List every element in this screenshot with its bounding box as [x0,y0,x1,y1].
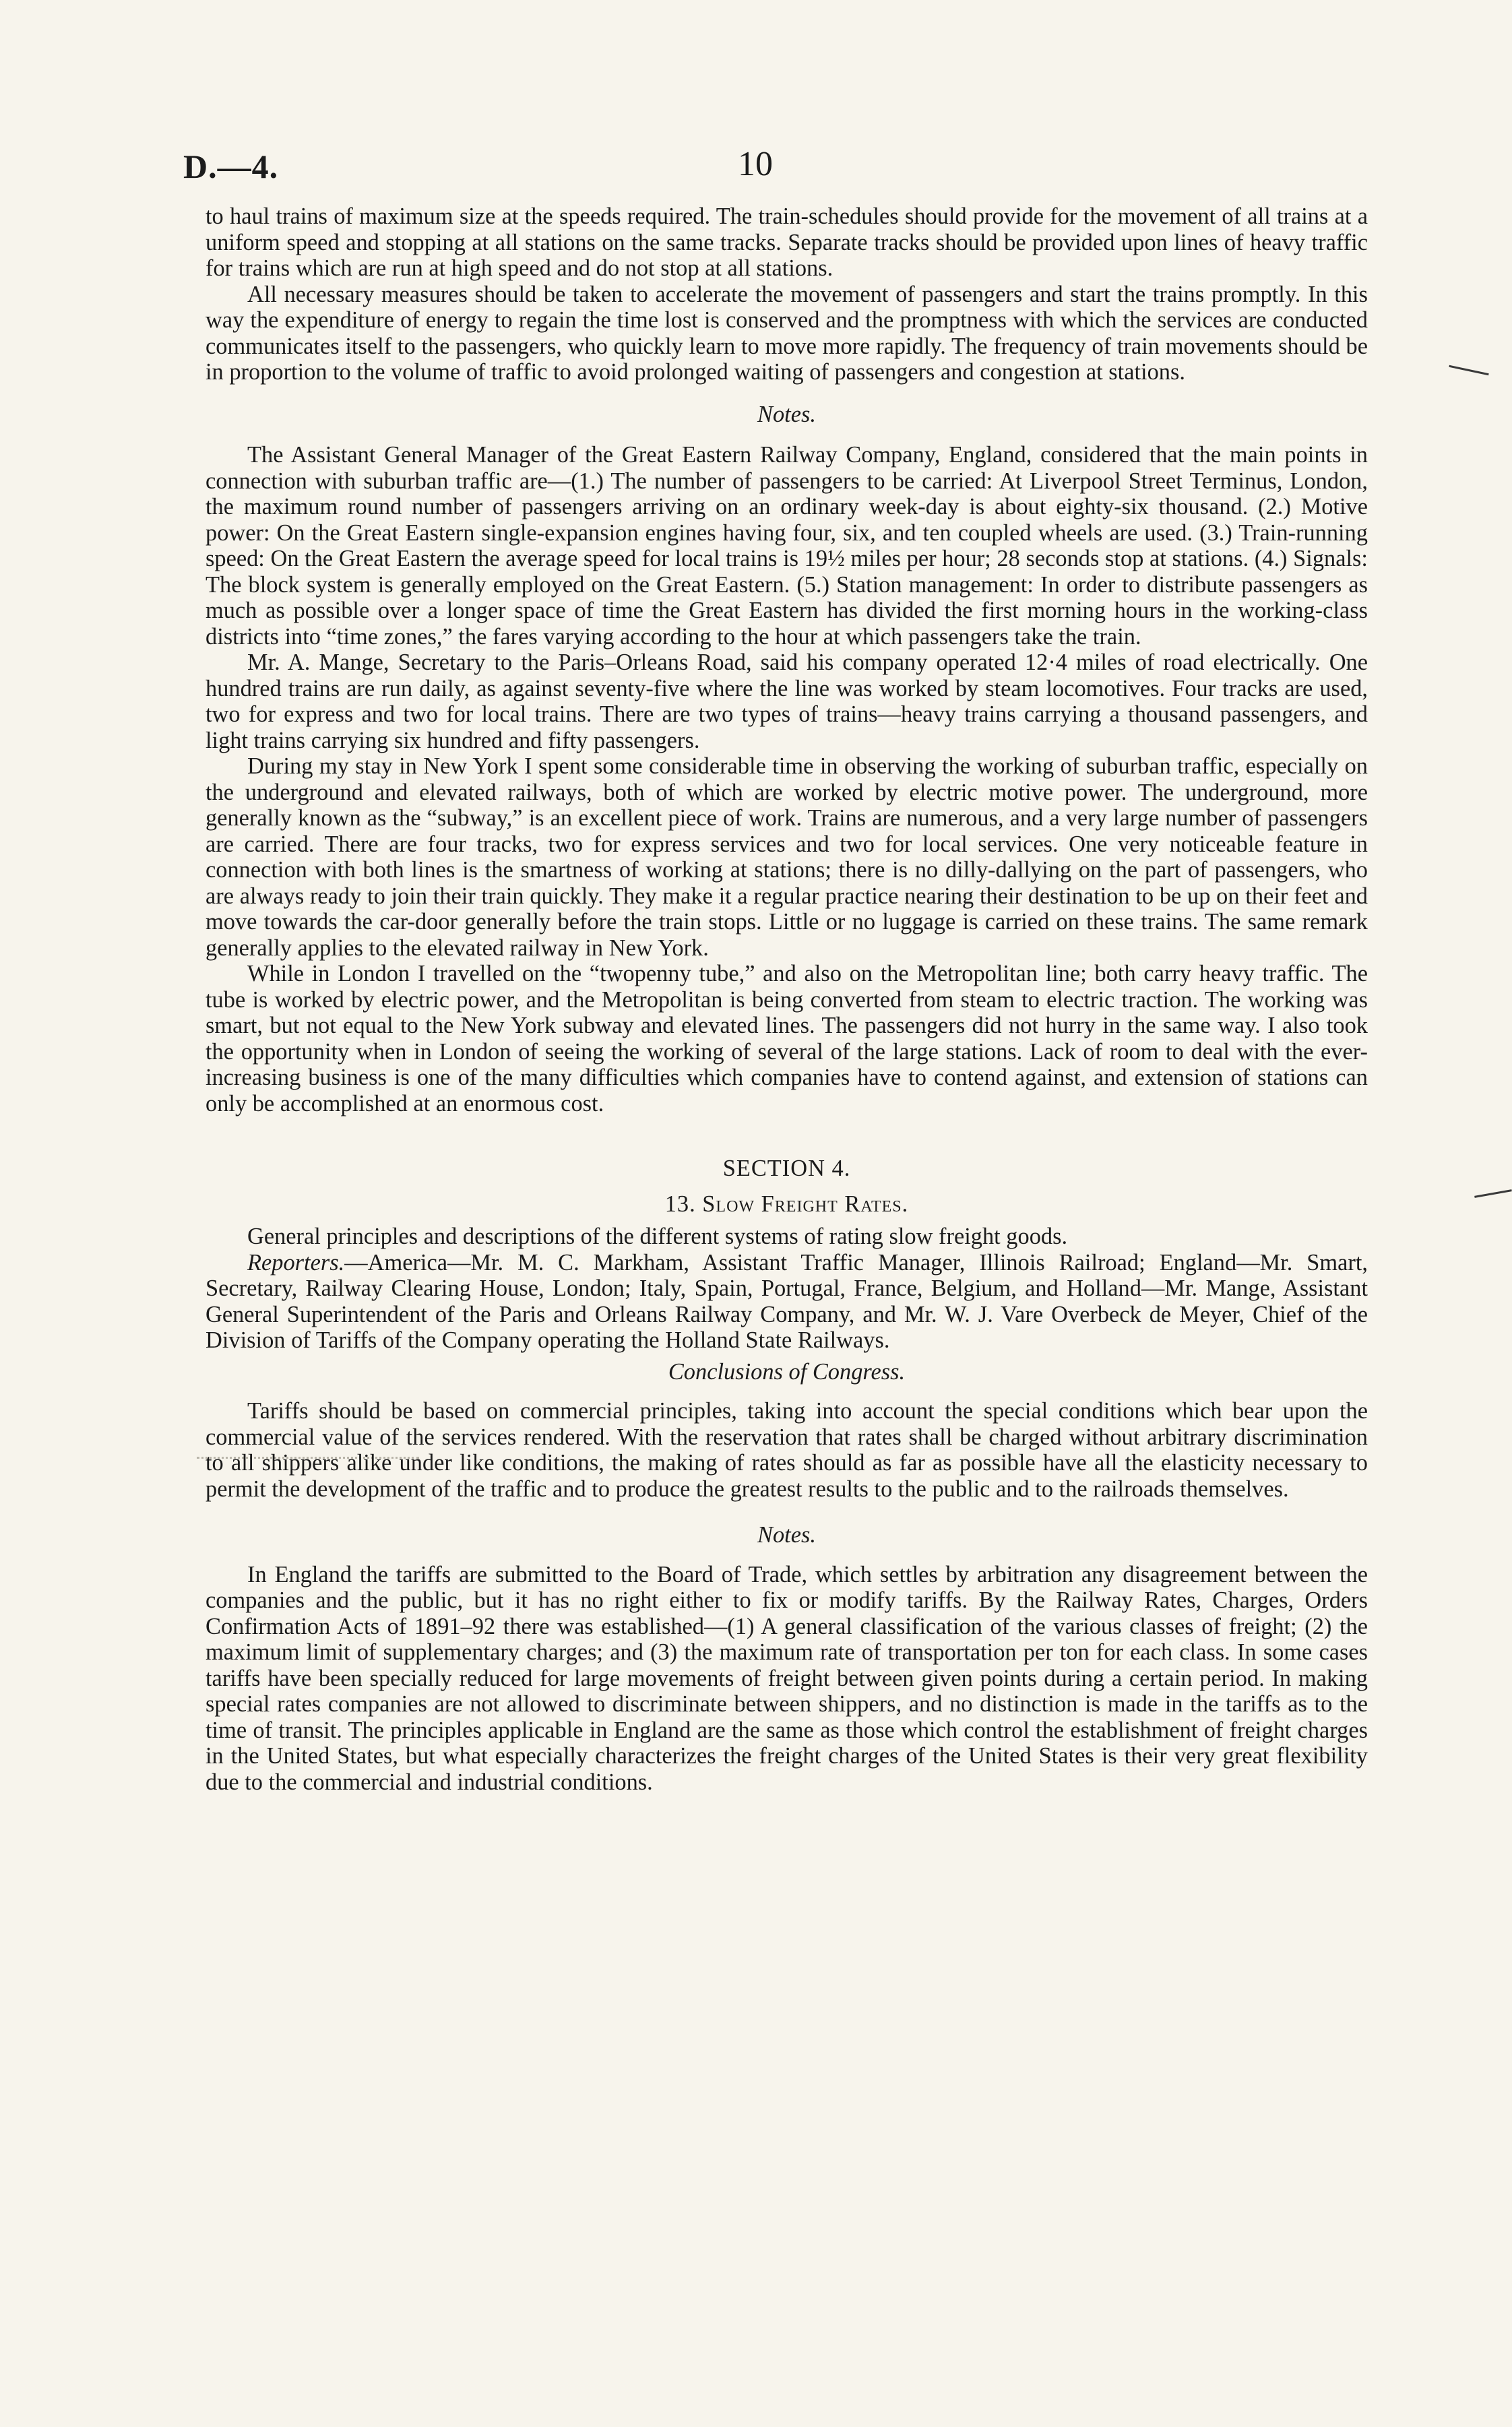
margin-mark-top [1449,365,1488,375]
section-notes-heading: Notes. [757,1522,816,1548]
document-reference: D.—4. [183,148,279,185]
notes-paragraph-4: While in London I travelled on the “twopenny tube,” and also on the Metropolitan line; both carry heavy traffic. The tube is worked by electric power, and the Metropolitan is being converted from steam to electric traction. The working was smart, but not equal to the New York subway and elevated lines. The passengers did not hurry in the same way. I also took the opportunity when in London of seeing the working of several of the large stations. Lack of room to deal with the ever-increasing business is one of the many difficulties which companies have to contend against, and extension of stations can only be accomplished at an enormous cost. [206,961,1368,1116]
notes-paragraph-2: Mr. A. Mange, Secretary to the Paris–Orleans Road, said his company operated 12·4 miles of road electrically. One hundred trains are run daily, as against seventy-five where the line was worked by steam locomotives. Four tracks are used, two for express and two for local trains. There are two types of trains—heavy trains carrying a thousand passengers, and light trains carrying six hundred and fifty passengers. [206,650,1368,753]
margin-mark-middle [1474,1189,1512,1198]
notes-heading: Notes. [757,401,816,427]
section-heading: SECTION 4. [722,1156,851,1181]
reporters-paragraph [206,1250,1368,1354]
conclusions-paragraph: Tariffs should be based on commercial principles, taking into account the special conditions which bear upon the commercial value of the services rendered. With the reservation that rates shall be charged without arbitrary discrimination to all shippers alike under like conditions, the making of rates should as far as possible have all the elasticity necessary to permit the development of the traffic and to produce the greatest results to the public and to the railroads themselves. [206,1398,1368,1502]
conclusions-heading: Conclusions of Congress. [668,1358,906,1385]
page-number: 10 [738,145,773,183]
intro-paragraph-1: to haul trains of maximum size at the speeds required. The train-schedules should provide for the movement of all trains at a uniform speed and stopping at all stations on the same tracks. Separate tracks should be provided upon lines of heavy traffic for trains which are run at high speed and do not stop at all stations. [206,203,1368,281]
reporters-text: —America—Mr. M. C. Markham, Assistant Traffic Manager, Illinois Railroad; England—Mr. Smart, Secretary, Railway Clearing House, London; Italy, Spain, Portugal, France, Belgium, and Holland—Mr. Mange, Assistant General Superintendent of the Paris and Orleans Railway Company, and Mr. W. J. Vare Overbeck de Meyer, Chief of the Division of Tariffs of the Company operating the Holland State Railways. [206,1249,1368,1353]
intro-paragraph-2: All necessary measures should be taken to accelerate the movement of passengers and start the trains promptly. In this way the expenditure of energy to regain the time lost is conserved and the promptness with which the services are conducted communicates itself to the passengers, who quickly learn to move more rapidly. The frequency of train movements should be in proportion to the volume of traffic to avoid prolonged waiting of passengers and congestion at stations. [206,281,1368,385]
subsection-heading: 13. Slow Freight Rates. [664,1191,909,1217]
section-notes-paragraph: In England the tariffs are submitted to the Board of Trade, which settles by arbitration any disagreement between the companies and the public, but it has no right either to fix or modify tariffs. By the Railway Rates, Charges, Orders Confirmation Acts of 1891–92 there was established—(1) A general classification of the various classes of freight; (2) the maximum limit of supplementary charges; and (3) the maximum rate of transportation per ton for each class. In some cases tariffs have been specially reduced for large movements of freight between given points during a certain period. In making special rates companies are not allowed to discriminate between shippers, and no distinction is made in the tariffs as to the time of transit. The principles applicable in England are the same as those which control the establishment of freight charges in the United States, but what especially characterizes the freight charges of the United States is their very great flexibility due to the commercial and industrial conditions. [206,1561,1368,1795]
body-text [206,203,1368,1795]
notes-paragraph-1: The Assistant General Manager of the Great Eastern Railway Company, England, considered that the main points in connection with suburban traffic are—(1.) The number of passengers to be carried: At Liverpool Street Terminus, London, the maximum round number of passengers arriving on an ordinary week-day is about eighty-six thousand. (2.) Motive power: On the Great Eastern single-expansion engines having four, six, and ten coupled wheels are used. (3.) Train-running speed: On the Great Eastern the average speed for local trains is 19½ miles per hour; 28 seconds stop at stations. (4.) Signals: The block system is generally employed on the Great Eastern. (5.) Station management: In order to distribute passengers as much as possible over a longer space of time the Great Eastern has divided the first morning hours in the working-class districts into “time zones,” the fares varying according to the hour at which passengers take the train. [206,442,1368,650]
reporters-label: Reporters. [247,1249,345,1275]
section-general-paragraph: General principles and descriptions of the different systems of rating slow freight goods. [247,1224,1068,1249]
notes-paragraph-3: During my stay in New York I spent some considerable time in observing the working of suburban traffic, especially on the underground and elevated railways, both of which are worked by electric motive power. The underground, more generally known as the “subway,” is an excellent piece of work. Trains are numerous, and a very large number of passengers are carried. There are four tracks, two for express services and two for local services. One very noticeable feature in connection with both lines is the smartness of working at stations; there is no dilly-dallying on the part of passengers, who are always ready to join their train quickly. They make it a regular practice nearing their destination to be up on their feet and move towards the car-door generally before the train stops. Little or no luggage is carried on these trains. The same remark generally applies to the elevated railway in New York. [206,753,1368,961]
